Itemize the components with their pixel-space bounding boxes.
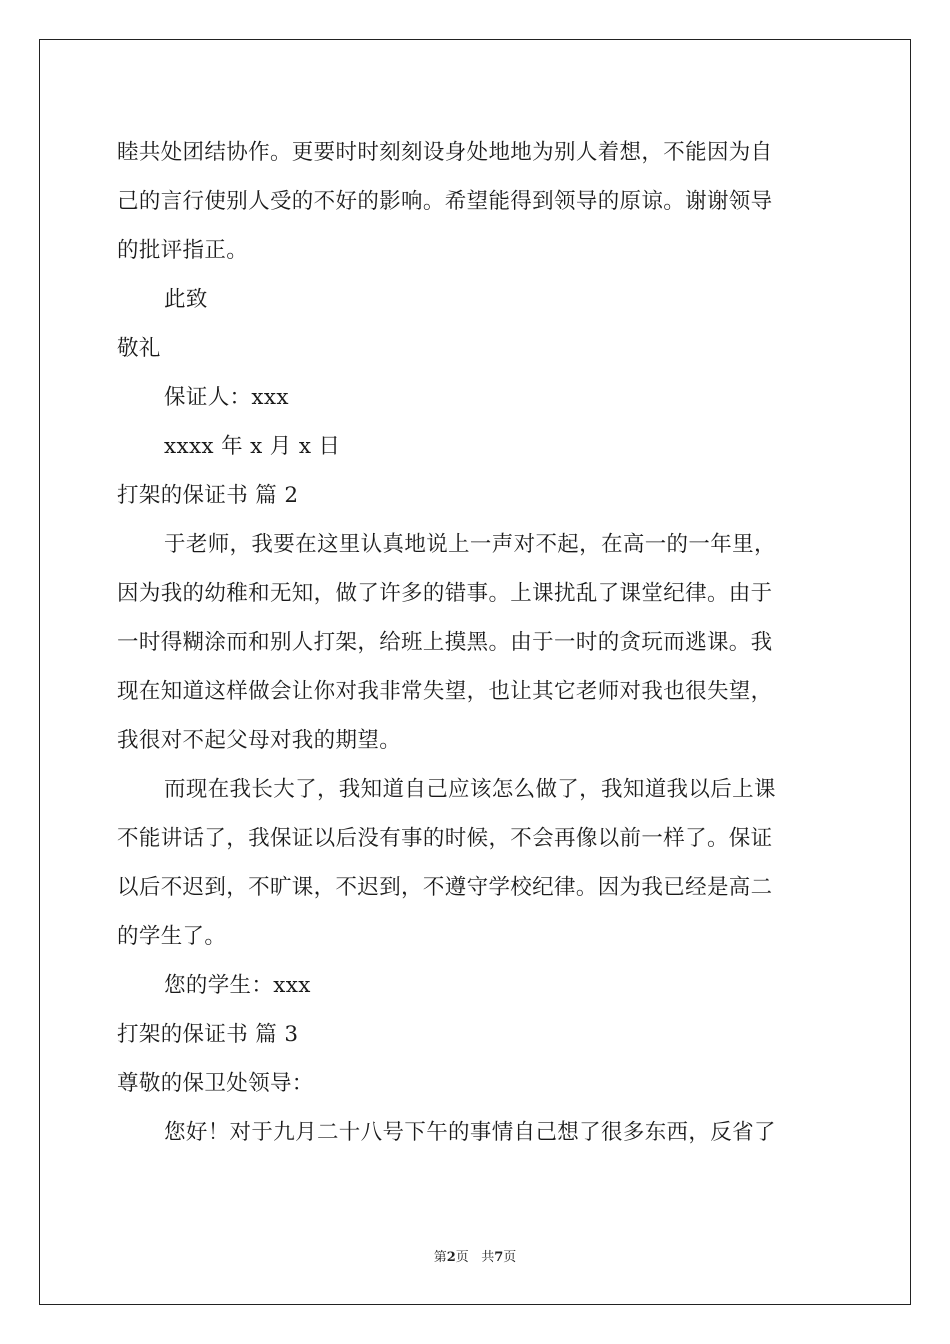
text-line: 的学生了。 (117, 924, 227, 949)
text-line: 打架的保证书 篇 3 (117, 1022, 299, 1047)
total-pages-number: 7 (494, 1250, 504, 1265)
text-line: 以后不迟到，不旷课，不迟到，不遵守学校纪律。因为我已经是高二 (117, 875, 773, 900)
text-line: 打架的保证书 篇 2 (117, 483, 299, 508)
text-line: 不能讲话了，我保证以后没有事的时候，不会再像以前一样了。保证 (117, 826, 773, 851)
text-line: 的批评指正。 (117, 238, 249, 263)
footer-middle: 页 共 (455, 1250, 495, 1265)
text-line: 己的言行使别人受的不好的影响。希望能得到领导的原谅。谢谢领导 (117, 189, 773, 214)
footer-prefix: 第 (433, 1250, 447, 1265)
text-line: 一时得糊涂而和别人打架，给班上摸黑。由于一时的贪玩而逃课。我 (117, 630, 773, 655)
document-body (117, 128, 833, 1157)
text-line: 我很对不起父母对我的期望。 (117, 728, 402, 753)
text-line: 因为我的幼稚和无知，做了许多的错事。上课扰乱了课堂纪律。由于 (117, 581, 773, 606)
current-page-number: 2 (446, 1250, 456, 1265)
text-line: 您的学生：xxx (164, 973, 311, 998)
text-line: 保证人：xxx (164, 385, 289, 410)
text-line: 现在知道这样做会让你对我非常失望，也让其它老师对我也很失望， (117, 679, 773, 704)
text-line: 睦共处团结协作。更要时时刻刻设身处地地为别人着想，不能因为自 (117, 140, 773, 165)
text-line: 此致 (164, 287, 208, 312)
text-line: 而现在我长大了，我知道自己应该怎么做了，我知道我以后上课 (164, 777, 776, 802)
text-line: 您好！对于九月二十八号下午的事情自己想了很多东西，反省了 (164, 1120, 776, 1145)
footer-suffix: 页 (503, 1250, 517, 1265)
text-line: 敬礼 (117, 336, 161, 361)
text-line: xxxx 年 x 月 x 日 (164, 434, 341, 459)
text-line: 尊敬的保卫处领导： (117, 1071, 314, 1096)
text-line: 于老师，我要在这里认真地说上一声对不起，在高一的一年里， (164, 532, 776, 557)
page-footer (0, 1246, 950, 1265)
